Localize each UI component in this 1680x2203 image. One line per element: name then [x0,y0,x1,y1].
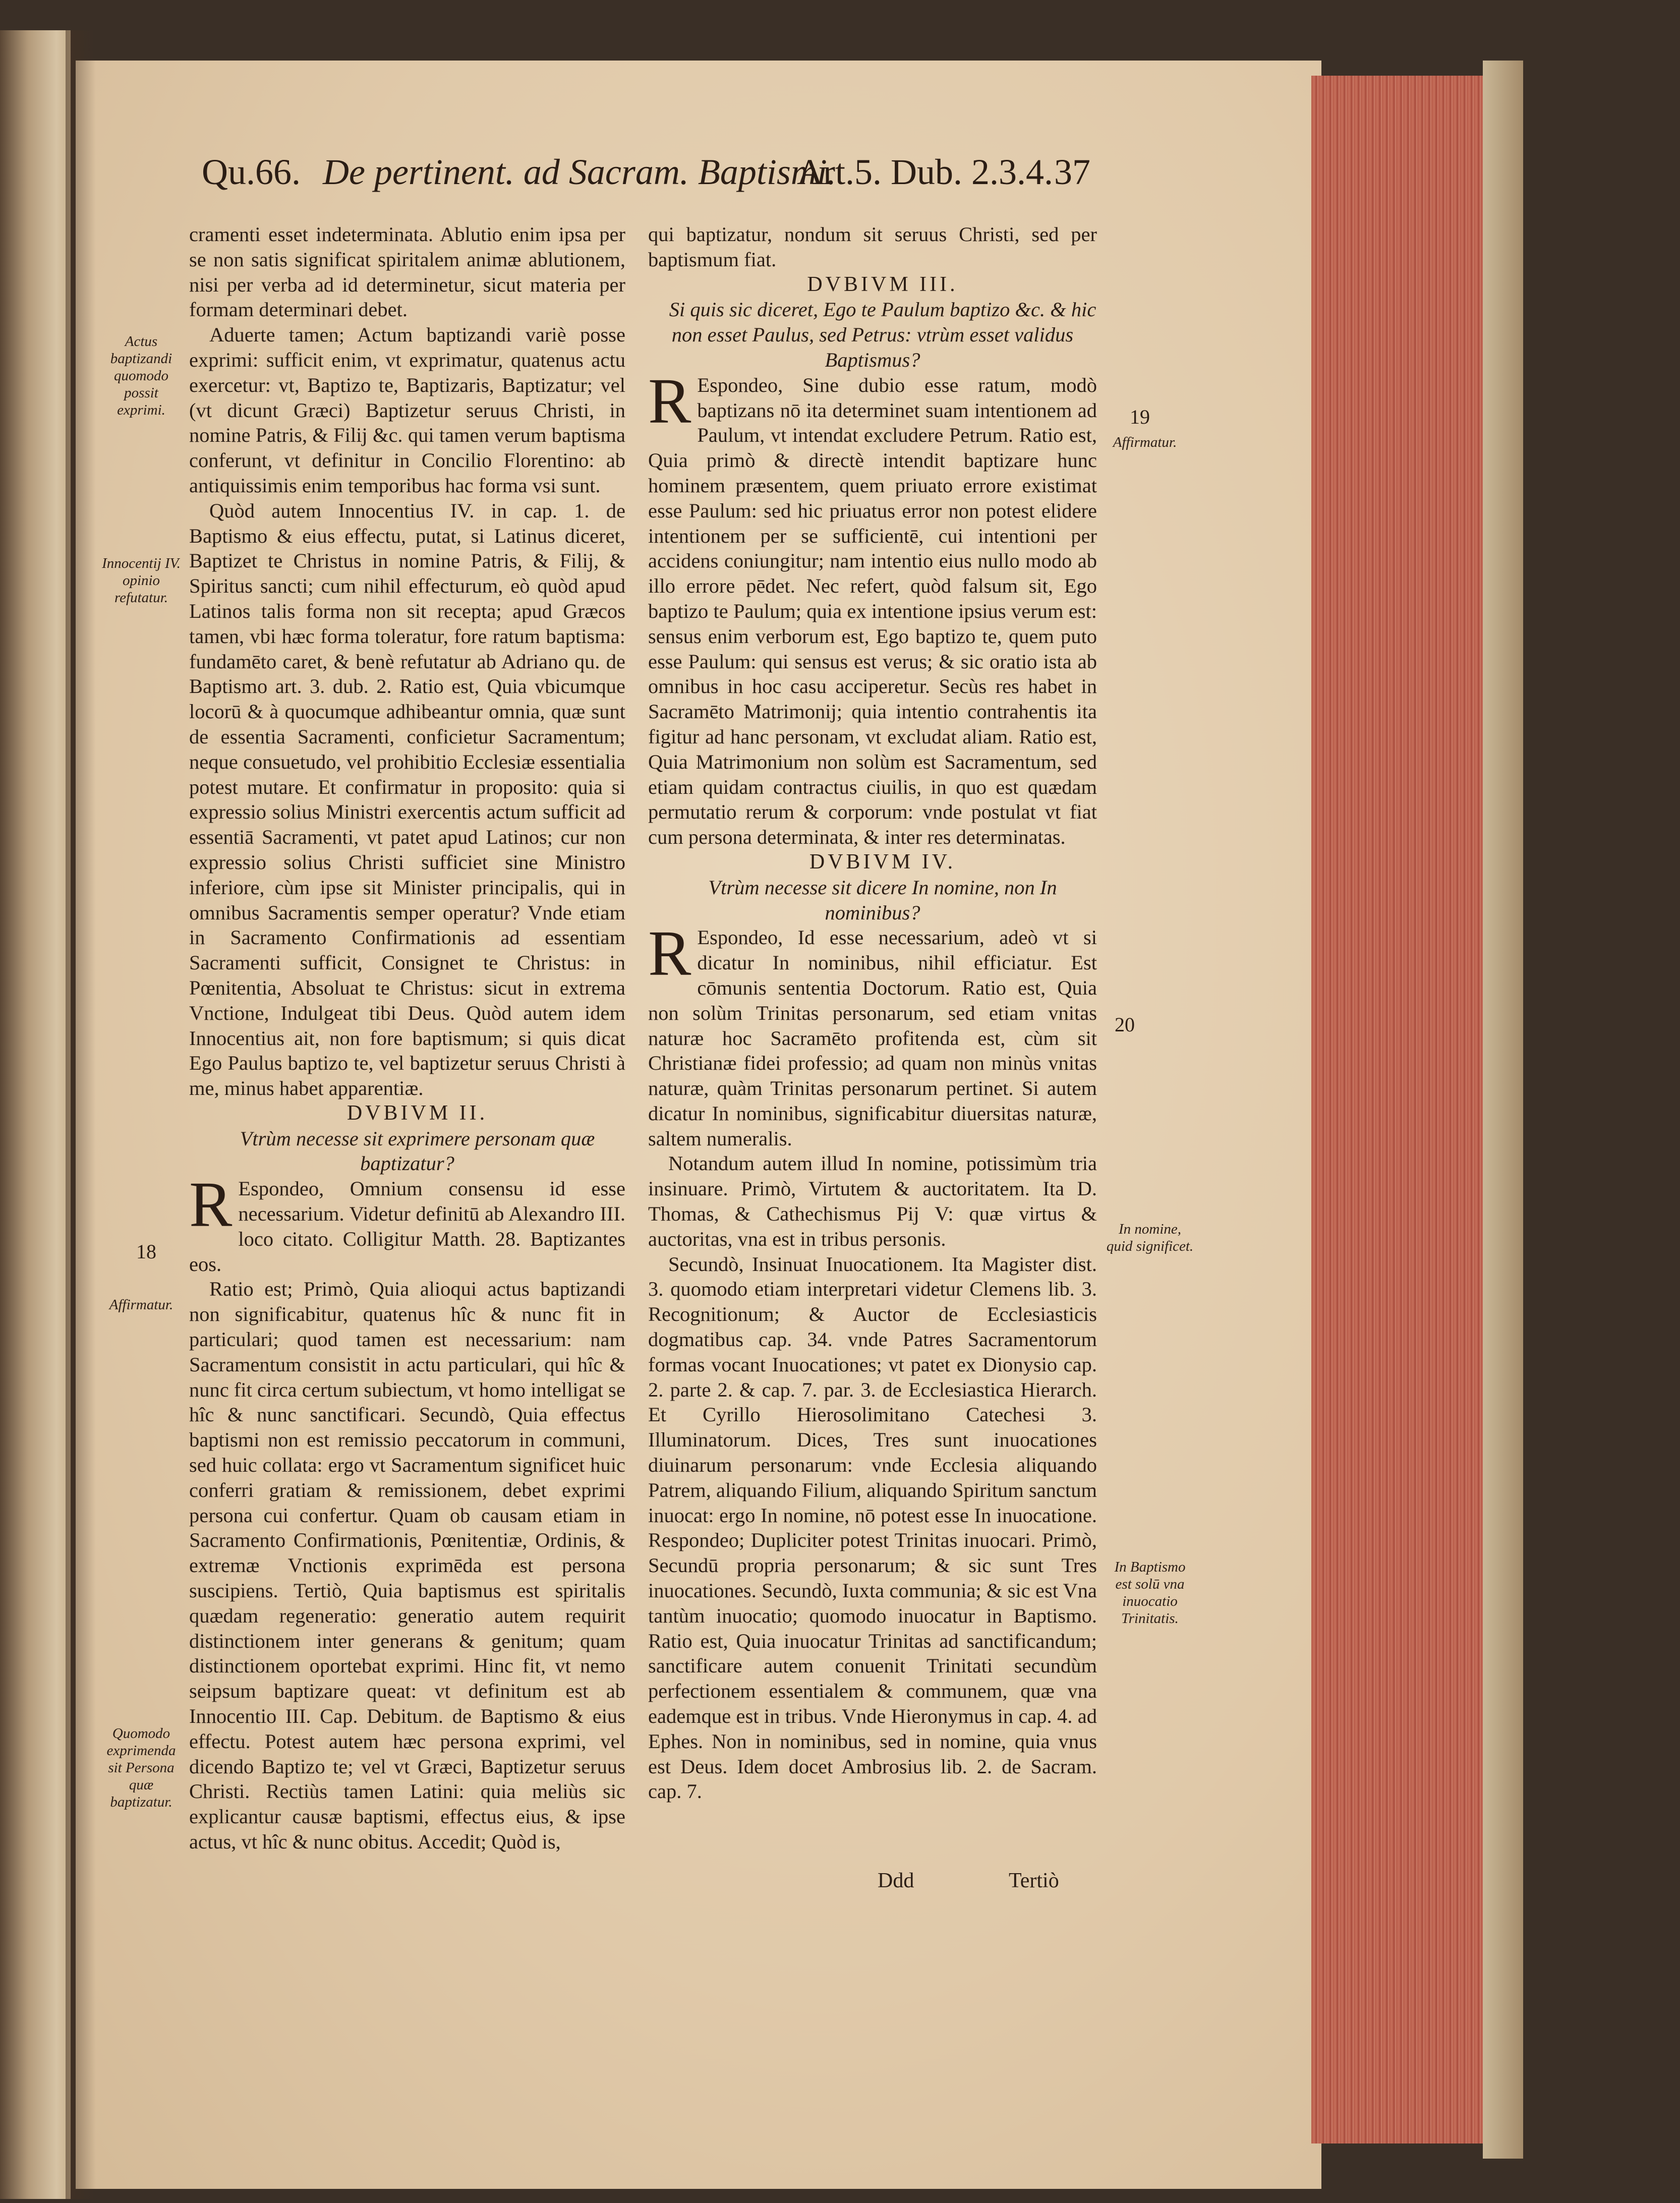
running-header [202,151,1210,207]
paragraph: Notandum autem illud In nomine, potissimùm tria insinuare. Primò, Virtutem & auctoritatem. Ita D. Thomas, & Cathechismus Pij V: quæ virtus & auctoritas, vna est in tribus personis. [648,1152,1097,1250]
margin-note-affirmatur-right: Affirmatur. [1113,434,1177,450]
page-edges-red [1311,76,1486,2143]
margin-note-in-baptismo: In Baptismo est solū vna inuocatio Trinitatis. [1114,1559,1186,1627]
section-heading-dubium-2: DVBIVM II. [346,1101,488,1125]
paragraph: Ratio est; Primò, Quia alioqui actus baptizandi non significabitur, quatenus hîc & nunc fit in particulari; quod tamen est necessarium: nam Sacramentum consistit in actu particulari, qui hîc & nunc fit circa certum subiectum, vt homo intelligat se hîc & nunc sanctificari. Secundò, Quia effectus baptismi non est remissio peccatorum in communi, sed huic collata: ergo vt Sacramentum significet huic conferri gratiam & remissionem, debet exprimi persona cui confertur. Quam ob causam etiam in Sacramento Confirmationis, Pœnitentiæ, Ordinis, & extremæ Vnctionis exprimēda est persona suscipiens. Tertiò, Quia baptismus est spiritalis quædam regeneratio: generatio autem requirit distinctionem inter generans & genitum; quam distinctionem oportebat exprimi. Hinc fit, vt nemo seipsum baptizare queat: vt definitum est ab Innocentio III. Cap. Debitum. de Baptismo & eius effectu. Potest autem hæc persona exprimi, vel dicendo Baptizo te; vel vt Græci, Baptizetur seruus Christi. Rectiùs tamen Latini: quia meliùs sic explicantur causæ baptismi, effectus eius, & ipse actus, vt hîc & nunc obitus. Accedit; Quòd is, [189,1278,625,1853]
paragraph [648,365,1097,850]
left-column [189,222,625,1854]
book-cover-edge [1483,61,1523,2159]
paragraph-text: Espondeo, Omnium consensu id esse necessarium. Videtur definitū ab Alexandro III. loco citato. Colligitur Matth. 28. Baptizantes eos. [189,1177,625,1276]
margin-note-in-nomine: In nomine, quid significet. [1106,1221,1194,1254]
paragraph [189,1169,625,1277]
gutter-shadow [66,30,96,2199]
header-question: Qu.66. [202,152,301,192]
section-question-dubium-4: Vtrùm necesse sit dicere In nomine, non In nominibus? [708,876,1057,924]
section-question-dubium-2: Vtrùm necesse sit exprimere personam quæ baptizatur? [240,1127,595,1175]
drop-cap: R [648,365,691,437]
margin-note-quomodo: Quomodo exprimenda sit Persona quæ baptizatur. [106,1725,176,1810]
header-article: Art.5. Dub. 2.3.4. [797,152,1053,192]
paragraph: Aduerte tamen; Actum baptizandi variè posse exprimi: sufficit enim, vt exprimatur, quatenus actu exercetur: vt, Baptizo te, Baptizaris, Baptizatur; vel (vt dicunt Græci) Baptizetur seruus Christi, in nomine Patris, & Filij &c. qui tamen verum baptisma conferunt, vt definitur in Concilio Florentino: ab antiquissimis enim temporibus hac forma vsi sunt. [189,323,625,497]
page-number: 37 [1054,152,1090,192]
catchword: Tertiò [1009,1869,1059,1892]
signature-mark: Ddd [878,1869,914,1892]
drop-cap: R [189,1169,233,1241]
margin-number-20: 20 [1115,1013,1135,1036]
paragraph: qui baptizatur, nondum sit seruus Christi, sed per baptismum fiat. [648,223,1097,271]
margin-note-actus: Actus baptizandi quomodo possit exprimi. [110,333,172,418]
section-heading-dubium-3: DVBIVM III. [807,272,958,296]
paragraph: Secundò, Insinuat Inuocationem. Ita Magister dist. 3. quomodo etiam interpretari videtur Clemens lib. 3. Recognitionum; & Auctor de Ecclesiasticis dogmatibus cap. 34. vnde Patres Sacramentorum formas vocant Inuocationes; vt patet ex Dionysio cap. 2. parte 2. & cap. 7. par. 3. de Ecclesiastica Hierarch. Et Cyrillo Hierosolimitano Catechesi 3. Illuminatorum. Dices, Tres sunt inuocationes diuinarum personarum: vnde Ecclesia aliquando Patrem, aliquando Filium, aliquando Spiritum sanctum inuocat: ergo In nomine, nō potest esse In inuocatione. Respondeo; Dupliciter potest Trinitas inuocari. Primò, Secundū propria personarum; & sic sunt Tres inuocationes. Secundò, Iuxta communia; & sic est Vna tantùm inuocatio; quomodo inuocatur in Baptismo. Ratio est, Quia inuocatur Trinitas ad sanctificandum; sanctificare autem conuenit Trinitati secundùm perfectionem essentialem & communem, quæ vna eademque est in tribus. Vnde Hieronymus in cap. 4. ad Ephes. Non in nominibus, sed in nomine, quia vnus est Deus. Idem docet Ambrosius lib. 2. de Sacram. cap. 7. [648,1252,1097,1803]
drop-cap: R [648,917,691,990]
header-title: De pertinent. ad Sacram. Baptismi. [323,152,836,192]
section-question-dubium-3: Si quis sic diceret, Ego te Paulum baptizo &c. & hic non esset Paulus, sed Petrus: vtrùm esset validus Baptismus? [669,298,1096,371]
paragraph-text: Espondeo, Sine dubio esse ratum, modò baptizans nō ita determinet suam intentionem ad Paulum, vt intendat excludere Petrum. Ratio est, Quia primò & directè intendit baptizare hunc hominem præsentem, quem priuato errore existimat esse Paulum: sed hic priuatus error non potest elidere intentionem per se sufficientē, cui intentioni per accidens coniungitur; nam intentio eius nullo modo ab illo errore pēdet. Nec refert, quòd falsum sit, Ego baptizo te Paulum; quia ex intentione ipsius verum est: sensus enim verborum est, Ego baptizo te, quem puto esse Paulum: qui sensus est verus; & sic oratio ista ab omnibus in hoc casu acciperetur. Secùs res habet in Sacramēto Matrimonij; quia intentio contrahentis ita figitur ad hanc personam, vt excludat aliam. Ratio est, Quia Matrimonium non solùm est Sacramentum, sed etiam quidam contractus ciuilis, in quo est quædam permutatio rerum & corporum: vnde postulat vt fiat cum persona determinata, & inter res determinatas. [648,373,1097,849]
paragraph: cramenti esset indeterminata. Ablutio enim ipsa per se non satis significat spiritalem animæ ablutionem, nisi per verba ad id determinetur, sicut materia per formam determinari debet. [189,223,625,321]
margin-note-affirmatur-left: Affirmatur. [109,1297,173,1313]
facing-page-edge [0,30,71,2199]
margin-number-18: 18 [136,1240,156,1263]
section-heading-dubium-4: DVBIVM IV. [809,850,956,874]
margin-note-innocentij: Innocentij IV. opinio refutatur. [102,555,181,606]
right-column [648,222,1097,1804]
margin-number-19: 19 [1130,405,1150,428]
paragraph: Quòd autem Innocentius IV. in cap. 1. de Baptismo & eius effectu, putat, si Latinus diceret, Baptizet te Christus in nomine Patris, & Filij, & Spiritus sancti; cum nihil effecturum, eò quòd apud Latinos talis forma non sit recepta; apud Græcos tamen, vbi hæc forma toleratur, fore ratum baptisma: fundamēto caret, & benè refutatur ab Adriano qu. de Baptismo art. 3. dub. 2. Ratio est, Quia vbicumque locorū & à quocumque adhibeantur omnia, quæ sunt de essentia Sacramenti, conficietur Sacramentum; neque consuetudo, vel prohibitio Ecclesiæ essentialia potest mutare. Et confirmatur in proposito: quia si expressio solius Ministri exercentis actum sufficit ad essentiā Sacramenti, vt patet apud Latinos; cur non expressio solius Christi sufficiet sine Ministro inferiore, cùm ipse sit Minister principalis, qui in omnibus Sacramentis semper operatur? Vnde etiam in Sacramento Confirmationis ad essentiam Sacramenti sufficit, Consignet te Christus: in Pœnitentia, Absoluat te Christus: sicut in extrema Vnctione, Indulgeat tibi Deus. Quòd autem idem Innocentius ait, non fore baptismum; si quis dicat Ego Paulus baptizo te, vel baptizetur seruus Christi à me, minus habet apparentiæ. [189,499,625,1100]
paragraph-text: Espondeo, Id esse necessarium, adeò vt si dicatur In nominibus, nihil efficiatur. Est cōmunis sententia Doctorum. Ratio est, Quia non solùm Trinitas personarum, sed etiam vnitas naturæ hoc Sacramēto profitenda est, cùm sit Christianæ fidei professio; ad quam non minùs vnitas naturæ, quàm Trinitas personarum pertinet. Si autem dicatur In nominibus, significabitur diuersitas naturæ, saltem numeralis. [648,926,1097,1150]
paragraph [648,917,1097,1151]
